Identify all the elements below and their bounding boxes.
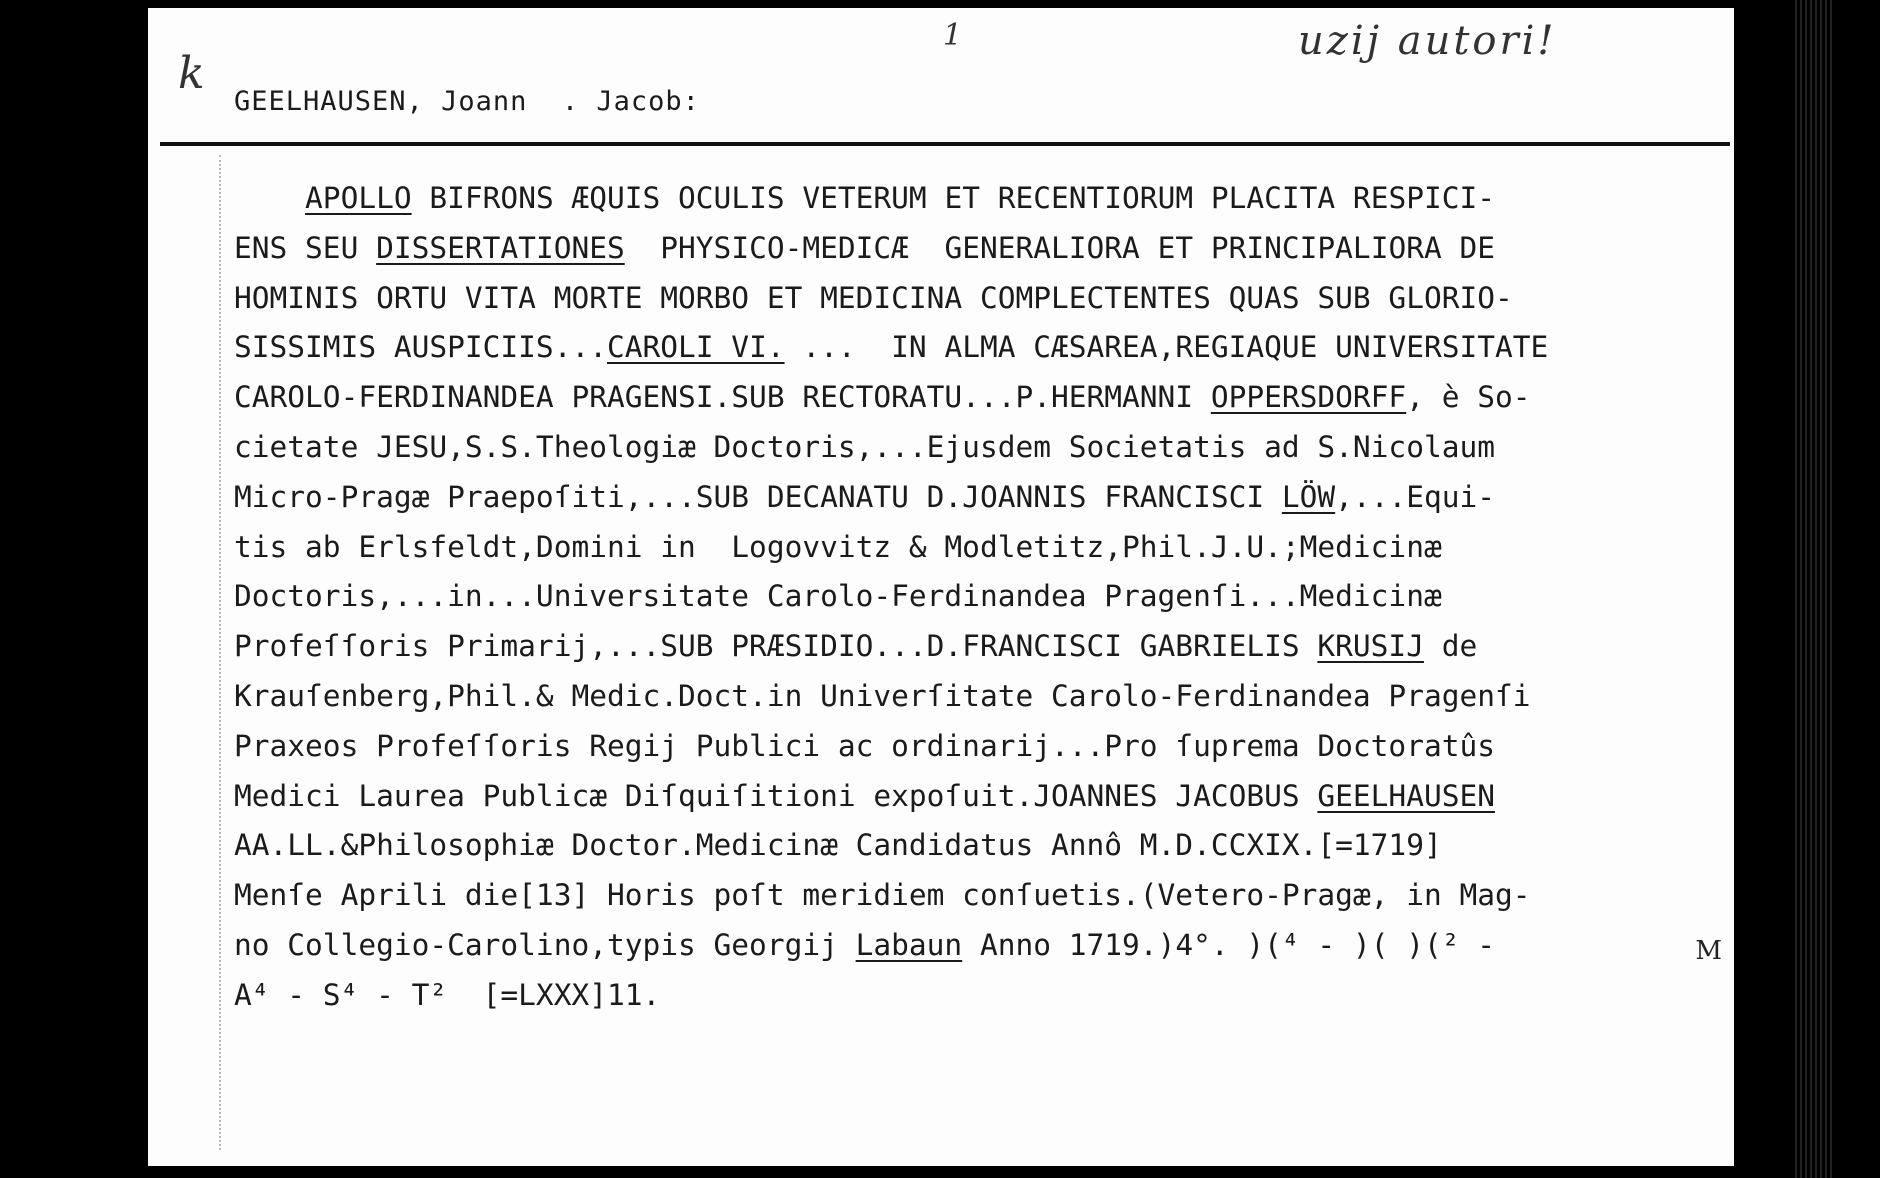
body-text-segment: no Collegio-Carolino,typis Georgij: [234, 927, 856, 962]
card-body-description: [234, 174, 1704, 1021]
body-line: [234, 174, 1704, 224]
body-line: [234, 274, 1704, 324]
body-line: [234, 772, 1704, 822]
body-line: [234, 523, 1704, 573]
body-text-segment: Menſe Aprili die[13] Horis poſt meridiem conſuetis.(Vetero-Pragæ, in Mag-: [234, 878, 1531, 913]
body-text-segment: BIFRONS ÆQUIS OCULIS VETERUM ET RECENTIORUM PLACITA RESPICI-: [411, 181, 1496, 215]
left-margin-dotted-line: [219, 155, 221, 1150]
underlined-term: APOLLO: [305, 181, 412, 215]
body-text-segment: Krauſenberg,Phil.& Medic.Doct.in Univerſitate Carolo-Ferdinandea Pragenſi: [234, 678, 1531, 713]
body-line: [234, 672, 1704, 722]
underlined-term: Labaun: [855, 927, 963, 962]
body-line: [234, 323, 1704, 373]
handwritten-left-mark: k: [178, 48, 205, 99]
body-text-segment: Doctoris,...in...Universitate Carolo-Ferdinandea Pragenſi...Medicinæ: [234, 579, 1442, 614]
body-text-segment: ... IN ALMA CÆSAREA,REGIAQUE UNIVERSITATE: [784, 330, 1549, 365]
body-line: [234, 971, 1704, 1021]
body-line: [234, 224, 1704, 274]
scan-right-edge: [1795, 0, 1835, 1178]
handwritten-page-number: 1: [943, 18, 963, 53]
body-text-segment: SISSIMIS AUSPICIIS...: [234, 330, 607, 365]
body-text-segment: Anno 1719.)4°. )(⁴ - )( )(² -: [962, 927, 1496, 962]
header-divider-line: [160, 142, 1730, 146]
body-line: [234, 572, 1704, 622]
body-text-segment: tis ab Erlsfeldt,Domini in Logovvitz & Modletitz,Phil.J.U.;Medicinæ: [234, 529, 1442, 564]
underlined-term: KRUSIJ: [1317, 629, 1424, 664]
underlined-term: LÖW: [1281, 479, 1336, 514]
body-text-segment: ,...Equi-: [1335, 479, 1496, 514]
body-text-segment: Medici Laurea Publicæ Diſquiſitioni expoſuit.JOANNES JACOBUS: [234, 778, 1318, 813]
body-text-segment: de: [1423, 629, 1478, 664]
body-line: [234, 473, 1704, 523]
body-line: [234, 821, 1704, 871]
body-line: [234, 921, 1704, 971]
catalog-card: [148, 8, 1734, 1166]
body-line: [234, 622, 1704, 672]
handwritten-note-top-right: uzij autori!: [1298, 18, 1557, 64]
underlined-term: DISSERTATIONES: [376, 230, 625, 265]
body-text-segment: cietate JESU,S.S.Theologiæ Doctoris,...Ejusdem Societatis ad S.Nicolaum: [234, 429, 1495, 464]
underlined-term: CAROLI VI.: [606, 330, 785, 365]
body-text-segment: [234, 181, 305, 215]
body-text-segment: A⁴ - S⁴ - T² [=LXXX]11.: [234, 977, 661, 1012]
body-text-segment: , è So-: [1406, 380, 1531, 415]
body-line: [234, 722, 1704, 772]
body-text-segment: Praxeos Profeſſoris Regij Publici ac ordinarij...Pro ſuprema Doctoratûs: [234, 728, 1495, 763]
body-line: [234, 871, 1704, 921]
card-heading-author: GEELHAUSEN, Joann . Jacob:: [234, 86, 700, 117]
body-line: [234, 423, 1704, 473]
body-text-segment: ENS SEU: [234, 230, 377, 265]
body-text-segment: Profeſſoris Primarij,...SUB PRÆSIDIO...D.FRANCISCI GABRIELIS: [234, 629, 1318, 664]
body-text-segment: Micro-Pragæ Praepoſiti,...SUB DECANATU D.JOANNIS FRANCISCI: [234, 479, 1282, 514]
body-text-segment: AA.LL.&Philosophiæ Doctor.Medicinæ Candidatus Annô M.D.CCXIX.[=1719]: [234, 828, 1442, 863]
underlined-term: OPPERSDORFF: [1210, 380, 1407, 415]
body-text-segment: HOMINIS ORTU VITA MORTE MORBO ET MEDICINA COMPLECTENTES QUAS SUB GLORIO-: [234, 280, 1513, 315]
body-text-segment: PHYSICO-MEDICÆ GENERALIORA ET PRINCIPALIORA DE: [624, 230, 1496, 265]
body-text-segment: CAROLO-FERDINANDEA PRAGENSI.SUB RECTORATU...P.HERMANNI: [234, 380, 1211, 415]
body-line: [234, 373, 1704, 423]
corner-letter: M: [1695, 936, 1722, 966]
underlined-term: GEELHAUSEN: [1317, 778, 1495, 813]
